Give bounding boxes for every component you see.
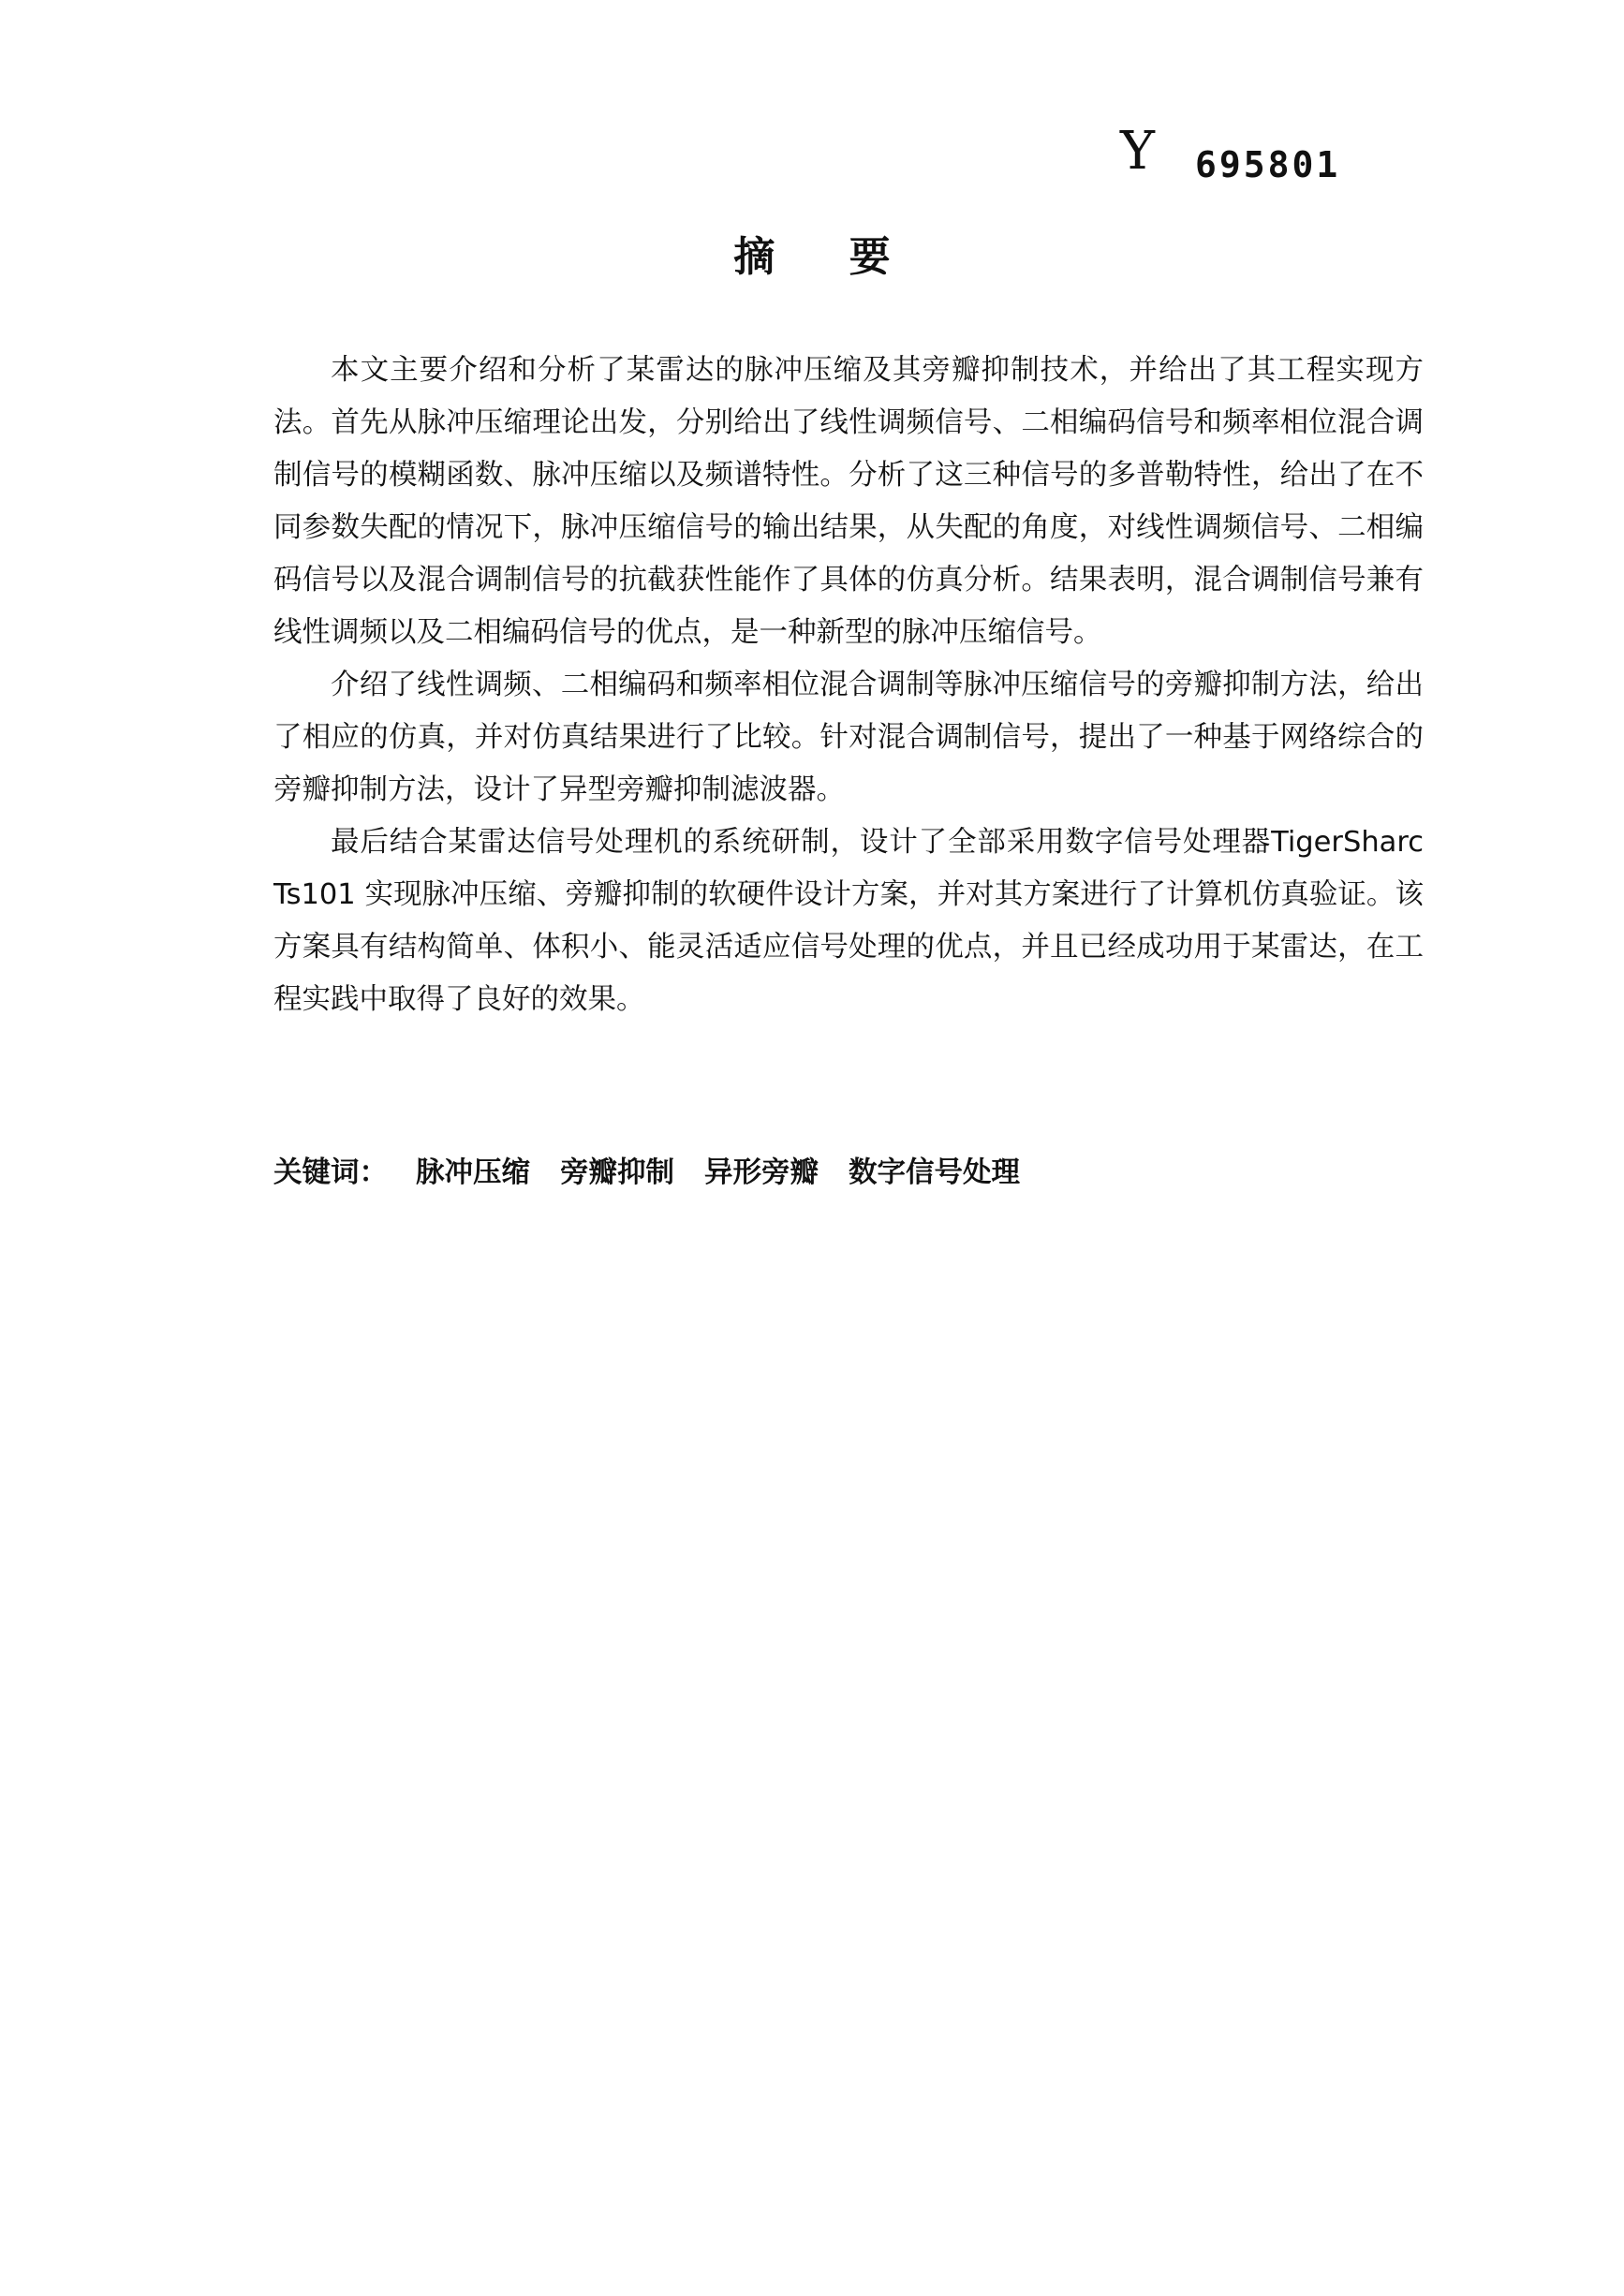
abstract-title: 摘 要 xyxy=(733,233,921,281)
abstract-paragraph: 介绍了线性调频、二相编码和频率相位混合调制等脉冲压缩信号的旁瓣抑制方法，给出了相应的仿真，并对仿真结果进行了比较。针对混合调制信号，提出了一种基于网络综合的旁瓣抑制方法，设计了异型旁瓣抑制滤波器。 xyxy=(273,669,1424,806)
abstract-paragraph: 本文主要介绍和分析了某雷达的脉冲压缩及其旁瓣抑制技术，并给出了其工程实现方法。首先从脉冲压缩理论出发，分别给出了线性调频信号、二相编码信号和频率相位混合调制信号的模糊函数、脉冲压缩以及频谱特性。分析了这三种信号的多普勒特性，给出了在不同参数失配的情况下，脉冲压缩信号的输出结果，从失配的角度，对线性调频信号、二相编码信号以及混合调制信号的抗截获性能作了具体的仿真分析。结果表明，混合调制信号兼有线性调频以及二相编码信号的优点，是一种新型的脉冲压缩信号。 xyxy=(273,354,1424,649)
keyword: 脉冲压缩 xyxy=(416,1156,530,1189)
catalog-letter: Y xyxy=(1120,121,1157,182)
keyword: 数字信号处理 xyxy=(849,1156,1020,1189)
keywords-line xyxy=(273,1147,1424,1200)
catalog-number: 695801 xyxy=(1195,144,1341,185)
keyword: 异形旁瓣 xyxy=(704,1156,819,1189)
keyword: 旁瓣抑制 xyxy=(560,1156,674,1189)
abstract-body xyxy=(273,345,1424,1026)
abstract-paragraph: 最后结合某雷达信号处理机的系统研制，设计了全部采用数字信号处理器TigerSharc Ts101 实现脉冲压缩、旁瓣抑制的软硬件设计方案，并对其方案进行了计算机仿真验证。该方案具有结构简单、体积小、能灵活适应信号处理的优点，并且已经成功用于某雷达，在工程实践中取得了良好的效果。 xyxy=(273,826,1424,1016)
catalog-number-stamp xyxy=(1120,121,1401,189)
keywords-label: 关键词： xyxy=(273,1156,388,1189)
